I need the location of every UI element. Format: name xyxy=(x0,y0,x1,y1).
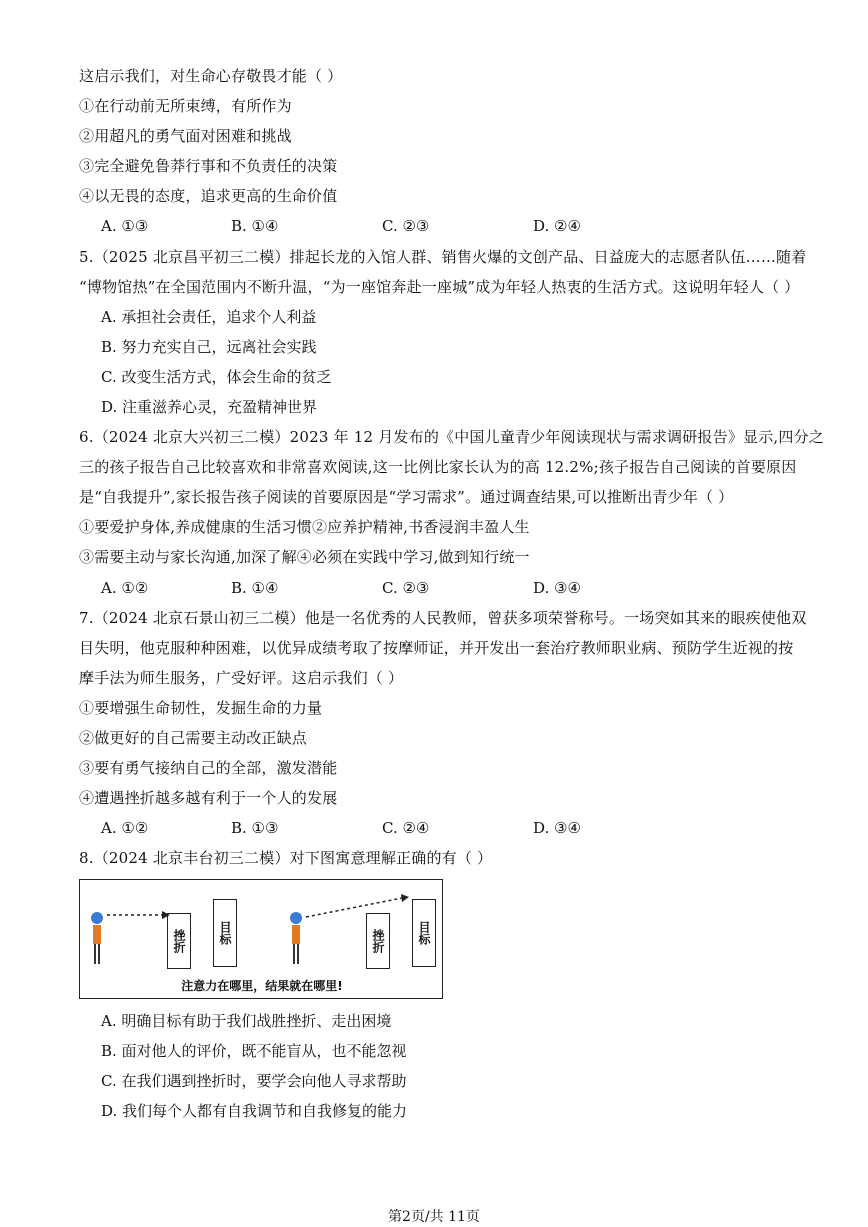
person-figure-2 xyxy=(290,912,302,964)
obstacle-box-1: 挫折 xyxy=(167,913,191,969)
q7-option-b: B. ①③ xyxy=(231,819,279,837)
q6-stem-line-1: 6.（2024 北京大兴初三二模）2023 年 12 月发布的《中国儿童青少年阅读现状与需求调研报告》显示,四分之 xyxy=(79,428,824,446)
obstacle-box-2: 挫折 xyxy=(366,913,390,969)
q8-stem: 8.（2024 北京丰台初三二模）对下图寓意理解正确的有（ ） xyxy=(79,849,493,867)
q7-stem-line-2: 目失明，他克服种种困难，以优异成绩考取了按摩师证，并开发出一套治疗教师职业病、预防学生近视的按 xyxy=(79,639,794,657)
q8-option-a: A. 明确目标有助于我们战胜挫折、走出困境 xyxy=(101,1012,392,1030)
q6-option-d: D. ③④ xyxy=(533,579,581,597)
q8-option-b: B. 面对他人的评价，既不能盲从，也不能忽视 xyxy=(101,1042,407,1060)
q7-stem-line-1: 7.（2024 北京石景山初三二模）他是一名优秀的人民教师，曾获多项荣誉称号。一场突如其来的眼疾使他双 xyxy=(79,609,807,627)
q6-item-2: ③需要主动与家长沟通,加深了解④必须在实践中学习,做到知行统一 xyxy=(79,548,530,566)
q7-option-c: C. ②④ xyxy=(382,819,430,837)
q4-item-3: ③完全避免鲁莽行事和不负责任的决策 xyxy=(79,157,338,175)
q4-stem: 这启示我们，对生命心存敬畏才能（ ） xyxy=(79,67,343,85)
q7-item-2: ②做更好的自己需要主动改正缺点 xyxy=(79,729,308,747)
q8-illustration xyxy=(79,879,443,999)
q5-option-b: B. 努力充实自己，远离社会实践 xyxy=(101,338,317,356)
q8-option-c: C. 在我们遇到挫折时，要学会向他人寻求帮助 xyxy=(101,1072,407,1090)
q5-option-d: D. 注重滋养心灵，充盈精神世界 xyxy=(101,398,318,416)
q4-item-1: ①在行动前无所束缚，有所作为 xyxy=(79,97,292,115)
q6-option-c: C. ②③ xyxy=(382,579,430,597)
person-figure-1 xyxy=(91,912,103,964)
q5-stem-line-2: “博物馆热”在全国范围内不断升温，“为一座馆奔赴一座城”成为年轻人热衷的生活方式。这说明年轻人（ ） xyxy=(79,278,800,296)
q7-item-3: ③要有勇气接纳自己的全部，激发潜能 xyxy=(79,759,338,777)
q4-option-d: D. ②④ xyxy=(533,217,581,235)
q4-item-4: ④以无畏的态度，追求更高的生命价值 xyxy=(79,187,338,205)
q7-item-1: ①要增强生命韧性，发掘生命的力量 xyxy=(79,699,323,717)
q5-option-c: C. 改变生活方式，体会生命的贫乏 xyxy=(101,368,332,386)
q5-option-a: A. 承担社会责任，追求个人利益 xyxy=(101,308,317,326)
q5-stem-line-1: 5.（2025 北京昌平初三二模）排起长龙的入馆人群、销售火爆的文创产品、日益庞大的志愿者队伍……随着 xyxy=(79,248,807,266)
goal-box-2: 目标 xyxy=(412,899,436,967)
q4-item-2: ②用超凡的勇气面对困难和挑战 xyxy=(79,127,292,145)
goal-box-1: 目标 xyxy=(213,899,237,967)
q8-option-d: D. 我们每个人都有自我调节和自我修复的能力 xyxy=(101,1102,408,1120)
q6-stem-line-3: 是“自我提升”,家长报告孩子阅读的首要原因是“学习需求”。通过调查结果,可以推断出青少年（ ） xyxy=(79,488,734,506)
q4-option-c: C. ②③ xyxy=(382,217,430,235)
q7-option-d: D. ③④ xyxy=(533,819,581,837)
page-footer: 第2页/共 11页 xyxy=(388,1209,480,1225)
q7-stem-line-3: 摩手法为师生服务，广受好评。这启示我们（ ） xyxy=(79,669,404,687)
q6-item-1: ①要爱护身体,养成健康的生活习惯②应养护精神,书香浸润丰盈人生 xyxy=(79,518,530,536)
q7-option-a: A. ①② xyxy=(101,819,149,837)
q6-option-a: A. ①② xyxy=(101,579,149,597)
illustration-caption: 注意力在哪里，结果就在哪里! xyxy=(181,979,343,993)
q7-item-4: ④遭遇挫折越多越有利于一个人的发展 xyxy=(79,789,338,807)
q6-stem-line-2: 三的孩子报告自己比较喜欢和非常喜欢阅读,这一比例比家长认为的高 12.2%;孩子报告自己阅读的首要原因 xyxy=(79,458,797,476)
q4-option-a: A. ①③ xyxy=(101,217,149,235)
q4-option-b: B. ①④ xyxy=(231,217,279,235)
q6-option-b: B. ①④ xyxy=(231,579,279,597)
